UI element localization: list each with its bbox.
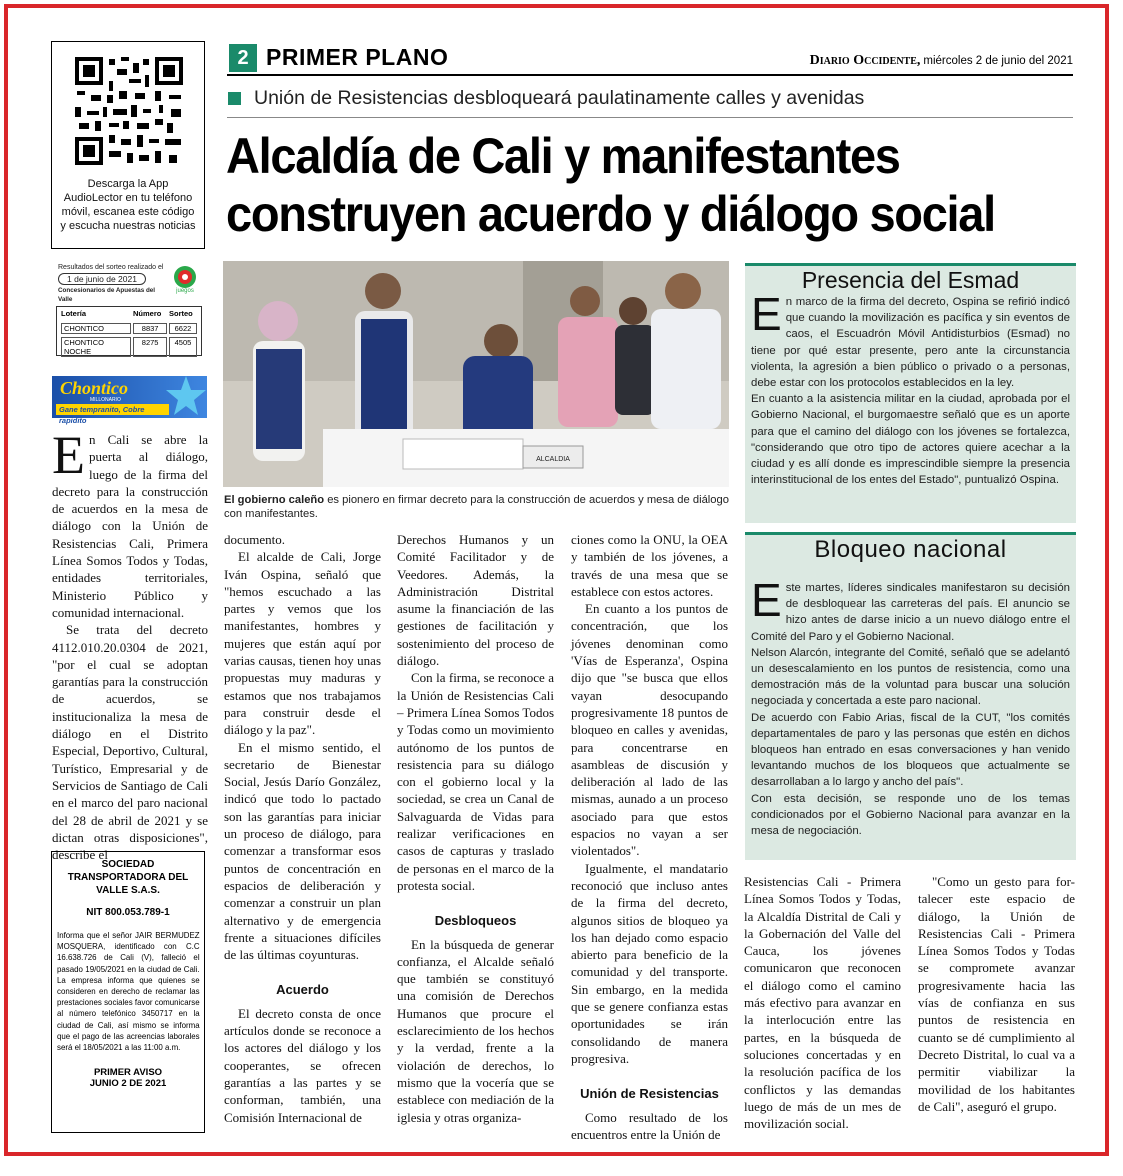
- lottery-col-loteria: Lotería: [61, 309, 87, 318]
- paragraph: El alcalde de Cali, Jorge Iván Ospina, señaló que "hemos escuchado a las partes y vemos que los manifestantes, hombres y mujeres que están aquí por varias causas, tienen hoy unas propuestas muy maduras y estamos que nos trabajamos para construir desde el diálogo y la paz".: [224, 549, 381, 738]
- qr-caption: Descarga la App AudioLector en tu teléfono móvil, escanea este código y escucha nuestras noticias: [60, 178, 196, 232]
- lottery-name: CHONTICO NOCHE: [61, 337, 131, 357]
- sidebar-esmad-title: Presencia del Esmad: [801, 267, 1020, 293]
- notice-box: [51, 851, 205, 1133]
- headline-line-2: construyen acuerdo y diálogo social: [226, 186, 995, 242]
- results-line-1: Resultados del sorteo realizado el: [58, 264, 164, 271]
- chontico-ad[interactable]: [52, 376, 207, 425]
- lottery-number: 8275: [133, 337, 167, 357]
- results-date: 1 de junio de 2021: [58, 273, 146, 285]
- subhead-acuerdo: Acuerdo: [276, 982, 329, 998]
- article-col-6: [918, 873, 1075, 1131]
- dateline: [807, 53, 1073, 69]
- sidebar-esmad-dropcap: E: [751, 288, 782, 340]
- sidebar-esmad: [745, 263, 1076, 523]
- headline-line-1: Alcaldía de Cali y manifestantes: [226, 128, 900, 184]
- article-col-3: [397, 531, 554, 1131]
- article-dropcap: E: [52, 425, 85, 485]
- subhead-desbloqueos: Desbloqueos: [434, 913, 517, 929]
- paragraph: ste martes, líderes sindicales manifestaron su decisión de desbloquear las carreteras del país. El anuncio se hizo antes de darse inicio a un nuevo diálogo entre el Comité del Paro y el Gobierno Nacional.: [751, 582, 1070, 643]
- results-line-3: Concesionarios de Apuestas del Valle: [58, 287, 156, 303]
- article-col-1: [52, 425, 208, 863]
- paragraph: n Cali se abre la puerta al diálogo, luego de la firma del decreto para la construcción de acuerdos en la mesa de diálogo con la Unión de Resistencias Cali, Primera Línea Somos Todos y Todas, entidades territoriales, Ministerio Público y comunidad internacional.: [52, 432, 208, 620]
- photo-caption-text: es pionero en firmar decreto para la construcción de acuerdos y mesa de diálogo con manifestantes.: [224, 494, 729, 520]
- article-col-4: [571, 531, 728, 1142]
- header-rule: [227, 74, 1073, 76]
- lottery-draw: 4505: [169, 337, 197, 357]
- paragraph: "Como un gesto para for-talecer este espacio de diálogo, la Unión de Resistencias Cali - Primera Línea Somos Todos y Todas se compromete avanzar progresivamente hacia las vías de confianza en sus puntos de resistencia en cuanto se dé cumplimiento al Decreto Distrital, lo cual va a permitir viabilizar la movilidad de los habitantes de Cali", aseguró el grupo.: [918, 874, 1075, 1114]
- lottery-row: [61, 323, 197, 334]
- qr-box: [51, 41, 205, 249]
- publication-date: miércoles 2 de junio del 2021: [923, 55, 1073, 67]
- page-number-badge: 2: [229, 44, 257, 72]
- article-col-2: [224, 531, 381, 1131]
- paragraph: Derechos Humanos y un Comité Facilitador y de Veedores. Además, la Administración Distrital asume la financiación de las gestiones de facilitación y sostenimiento del proceso de diálogo.: [397, 532, 554, 669]
- article-col-5: [744, 873, 901, 1131]
- paragraph: documento.: [224, 532, 286, 547]
- paragraph: Con la firma, se reconoce a la Unión de Resistencias Cali – Primera Línea Somos Todos y Todas como un movimiento autónomo de los puntos de resistencia para su diálogo con el gobierno local y la sociedad, se crea un Canal de Salvaguarda de Vidas para realizar verificaciones en casos de capturas y traslado de personas en el marco de la protesta social.: [397, 670, 555, 893]
- sidebar-bloqueo-dropcap: E: [751, 574, 782, 626]
- paragraph: En la búsqueda de generar confianza, el Alcalde señaló que también se constituyó una comisión de Derechos Humanos que procure el esclarecimiento de los hechos y la verdad, frente a la violación de derechos, lo mismo que la vocería que se establece con mediación de la iglesia y otras organiza-: [397, 936, 554, 1125]
- photo-caption-bold: El gobierno caleño: [224, 494, 325, 506]
- paragraph: El decreto consta de once artículos donde se reconoce a los actores del diálogo y los cooperantes, se ofrecen garantías a las partes y se conforman, también, una Comisión Internacional de: [224, 1005, 381, 1125]
- juegos-logo: [170, 264, 200, 294]
- star-icon: [164, 374, 208, 418]
- photo-scene: [223, 261, 729, 487]
- notice-footer-2: JUNIO 2 DE 2021: [89, 1078, 167, 1090]
- sidebar-bloqueo-title: Bloqueo nacional: [814, 536, 1007, 563]
- kicker: Unión de Resistencias desbloqueará paulatinamente calles y avenidas: [254, 87, 865, 109]
- lottery-col-sorteo: Sorteo: [169, 309, 193, 318]
- paragraph: Igualmente, el mandatario reconoció que incluso antes de la firma del decreto, algunos sitios de bloqueo ya los han dejado como espacio abierto para beneficio de la comunidad y del transporte. Sin embargo, en la medida que se genere confianza estas oportunidades se irán consolidando de manera progresiva.: [571, 860, 728, 1066]
- lottery-number: 8837: [133, 323, 167, 334]
- main-photo: [223, 261, 729, 487]
- sidebar-bloqueo-body: [751, 574, 1070, 850]
- paragraph: En cuanto a la asistencia militar en la ciudad, aprobada por el Gobierno Nacional, el burgomaestre señaló que es un aporte para que el camino del diálogo con los jóvenes se fortalezca, "considerando que otro tipo de actores quiere acechar a la ciudad y es allí donde es imprescindible siempre la presencia interinstitucional de los entes del Estado", puntualizó Ospina.: [751, 393, 1070, 487]
- juegos-label: juegos: [176, 288, 194, 294]
- lottery-results-header: [58, 263, 168, 304]
- paragraph: Con esta decisión, se responde uno de los temas condicionados por el Gobierno Nacional para avanzar en la mesa de negociación.: [751, 792, 1070, 838]
- kicker-rule: [227, 117, 1073, 118]
- paragraph: En el mismo sentido, el secretario de Bienestar Social, Jesús Darío González, indicó que todo lo pactado son las garantías para iniciar un proceso de diálogo, para comenzar a transformar esos puntos de concentración en espacios de deliberación y comenzar a construir un plan alternativo y de emergencia frente a situaciones difíciles de las últimas coyunturas.: [224, 739, 381, 963]
- lottery-draw: 6622: [169, 323, 197, 334]
- notice-company: SOCIEDAD TRANSPORTADORA DEL VALLE S.A.S.: [67, 859, 189, 896]
- sidebar-esmad-body: [751, 288, 1070, 514]
- qr-code[interactable]: [73, 55, 185, 167]
- section-title: PRIMER PLANO: [266, 44, 449, 70]
- chontico-slogan: Gane tempranito, Cobre rapidito: [56, 404, 169, 415]
- lottery-col-numero: Número: [133, 309, 162, 318]
- paragraph: De acuerdo con Fabio Arias, fiscal de la CUT, "los comités departamentales de paro y las personas que estén en dichos bloqueos han entrado en esas conversaciones y han venido levantando muchos de los bloqueos que actualmente se desarrollaban a lo largo y ancho del país".: [751, 711, 1070, 789]
- headline: [226, 127, 1025, 243]
- paragraph: En cuanto a los puntos de concentración, que los jóvenes denominan como 'Vías de Esperanza', Ospina dijo que "se busca que ellos vayan desocupando progresivamente 18 puntos de bloqueo en calles y avenidas, para concentrarse en asambleas de discusión y deliberación al lado de las mismas, aunado a un proceso asociado para que estos espacios no vayan a ser violentados".: [571, 601, 728, 859]
- lottery-name: CHONTICO: [61, 323, 131, 334]
- notice-nit: NIT 800.053.789-1: [86, 907, 170, 918]
- notice-footer-1: PRIMER AVISO: [93, 1067, 163, 1079]
- lottery-row: [61, 337, 197, 357]
- subhead-union: Unión de Resistencias: [580, 1086, 719, 1102]
- chontico-brand: Chontico: [60, 378, 129, 398]
- kicker-square: [228, 92, 241, 105]
- photo-caption: [224, 493, 730, 521]
- lottery-header-row: [61, 309, 197, 320]
- photo-sign: ALCALDIA: [536, 456, 570, 463]
- sidebar-bloqueo: [745, 532, 1076, 860]
- publication-name: Diario Occidente,: [809, 53, 921, 68]
- paragraph: Resistencias Cali - Primera Línea Somos Todos y Todas, la Alcaldía Distrital de Cali y la Gobernación del Valle del Cauca, los jóvenes comunicaron que reconocen el diálogo como el camino más efectivo para avanzar en la interlocución entre las partes, en la búsqueda de soluciones concertadas y en la resolución pacífica de los conflictos y las demandas luego de más de un mes de movilización social.: [744, 874, 901, 1132]
- paragraph: Como resultado de los encuentros entre la Unión de: [571, 1109, 728, 1142]
- notice-body: Informa que el señor JAIR BERMUDEZ MOSQUERA, identificado con C.C 16.638.726 de Cali (V), falleció el pasado 19/05/2021 en la ciudad de Cali. La empresa informa que quienes se consideren en derecho de reclamar las prestaciones sociales favor comunicarse al número telefónico 3450717 en la ciudad de Cali, así mismo se informa que el pago de las acreencias laborales será el 18/05/2021 a las 11:00 a.m.: [57, 930, 200, 1053]
- paragraph: n marco de la firma del decreto, Ospina se refirió indicó que cuando la movilización es pacífica y sin eventos de caos, el Escuadrón Móvil Antidisturbios (Esmad) no tiene por qué estar presente, pero ante la circunstancia violenta, la agresión a bien público o privado o a personas, debe estar con los protocolos establecidos en la ley.: [751, 296, 1070, 390]
- paragraph: ciones como la ONU, la OEA y también de los jóvenes, a través de una mesa que se establece con estos actores.: [571, 532, 728, 599]
- lottery-table: [56, 306, 202, 356]
- paragraph: Se trata del decreto 4112.010.20.0304 de 2021, "por el cual se adoptan garantías para la construcción de acuerdos, se institucionaliza la mesa de diálogo en el Distrito Especial, Deportivo, Cultural, Turístico, Empresarial y de Servicios de Santiago de Cali en el marco del paro nacional del 28 de abril de 2021 y se dictan otras disposiciones", describe el: [52, 622, 208, 863]
- paragraph: Nelson Alarcón, integrante del Comité, señaló que se adelantó un desescalamiento en los puntos de resistencia, como una demostración más de la voluntad para buscar una solución negociada y concertada a este paro nacional.: [751, 646, 1070, 708]
- chontico-sub: MILLONARIO: [90, 397, 121, 403]
